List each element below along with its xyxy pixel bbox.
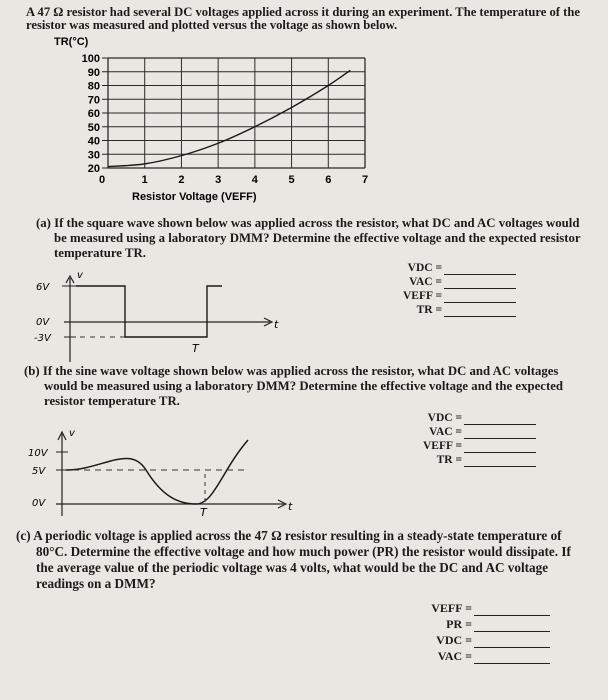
sine-label-period: T (200, 506, 207, 519)
part-a-question (36, 216, 581, 261)
intro-line-1: A 47 Ω resistor had several DC voltages applied across it during an experiment. The temperature of the (26, 5, 580, 19)
square-label-0v: 0V (36, 317, 50, 328)
part-b-vdc-blank[interactable] (464, 414, 536, 425)
part-a-tr-label: TR = (416, 304, 442, 316)
temperature-voltage-chart (40, 34, 400, 206)
sine-axis-v: v (69, 428, 75, 439)
part-a-veff-blank[interactable] (444, 292, 516, 303)
part-a-answers (394, 261, 516, 317)
square-label-6v: 6V (36, 282, 50, 293)
part-a-line-3: temperature TR. (54, 246, 146, 260)
part-a-vac-label: VAC = (409, 276, 442, 288)
square-label-time: t (274, 318, 279, 331)
part-c-vdc-label: VDC = (436, 633, 472, 647)
chart-x-tick-label: 0 (98, 174, 106, 186)
square-axis-v: v (77, 270, 83, 281)
part-b-answers (414, 411, 536, 467)
square-wave-graph (30, 266, 310, 366)
chart-y-tick-label: 30 (87, 149, 100, 162)
chart-x-tick-label: 1 (141, 174, 148, 186)
part-c-pr-blank[interactable] (474, 621, 550, 632)
chart-y-tick-label: 20 (87, 163, 100, 175)
chart-x-tick-label: 7 (361, 174, 369, 186)
part-c-pr-label: PR = (446, 617, 472, 631)
chart-x-tick-label: 5 (288, 174, 295, 186)
square-label-period: T (192, 342, 199, 355)
part-c-line-3: the average value of the periodic voltage was 4 volts, what would be the DC and AC voltage (36, 560, 549, 575)
part-b-question (24, 364, 563, 409)
chart-grid (108, 58, 365, 168)
chart-y-tick-label: 70 (87, 94, 100, 107)
part-b-vac-label: VAC = (429, 426, 462, 438)
part-c-question (16, 528, 571, 592)
part-b-veff-label: VEFF = (422, 440, 462, 452)
chart-y-tick-label: 60 (87, 108, 100, 120)
chart-y-tick-label: 40 (87, 135, 100, 148)
intro-line-2: resistor was measured and plotted versus the voltage as shown below. (26, 18, 398, 32)
sine-label-5v: 5V (32, 466, 46, 477)
part-c-vac-blank[interactable] (474, 653, 550, 664)
part-c-line-4: readings on a DMM? (36, 576, 156, 591)
part-c-veff-blank[interactable] (474, 605, 550, 616)
chart-y-label: TR(°C) (54, 36, 89, 48)
sine-wave-graph (22, 424, 312, 520)
part-a-vac-blank[interactable] (444, 278, 516, 289)
part-a-tr-blank[interactable] (444, 306, 516, 317)
sine-label-10v: 10V (28, 448, 48, 459)
chart-y-tick-label: 80 (87, 80, 100, 93)
part-a-vdc-blank[interactable] (444, 264, 516, 275)
part-b-veff-blank[interactable] (464, 442, 536, 453)
chart-x-tick-label: 6 (325, 174, 332, 186)
part-c-vdc-blank[interactable] (474, 637, 550, 648)
part-a-line-2: be measured using a laboratory DMM? Determine the effective voltage and the expected resistor (54, 231, 581, 245)
part-b-tr-blank[interactable] (464, 456, 536, 467)
chart-x-tick-label: 4 (251, 174, 258, 186)
part-c-line-2: 80°C. Determine the effective voltage and how much power (PR) the resistor would dissipate. If (36, 544, 571, 559)
chart-y-tick-label: 50 (87, 121, 100, 134)
chart-y-tick-label: 90 (87, 66, 100, 79)
part-b-vac-blank[interactable] (464, 428, 536, 439)
part-a-veff-label: VEFF = (402, 290, 442, 302)
chart-x-ticks (99, 174, 368, 186)
part-a-line-1: (a) If the square wave shown below was applied across the resistor, what DC and AC voltages would (36, 216, 580, 230)
chart-y-tick-label: 100 (81, 53, 100, 65)
sine-label-time: t (288, 500, 293, 513)
part-c-veff-label: VEFF = (431, 601, 472, 615)
part-c-answers (424, 600, 550, 664)
part-a-vdc-label: VDC = (407, 262, 442, 274)
part-b-tr-label: TR = (436, 454, 462, 466)
sine-label-0v: 0V (32, 498, 46, 509)
chart-y-ticks (82, 53, 108, 175)
square-label-neg3v: -3V (34, 333, 51, 344)
chart-x-tick-label: 3 (215, 174, 222, 186)
chart-x-tick-label: 2 (178, 174, 185, 186)
chart-x-label: Resistor Voltage (VEFF) (132, 191, 257, 203)
part-b-vdc-label: VDC = (427, 412, 462, 424)
part-b-line-3: resistor temperature TR. (44, 394, 180, 408)
part-c-vac-label: VAC = (437, 649, 472, 663)
part-b-line-1: (b) If the sine wave voltage shown below was applied across the resistor, what DC and AC voltages (24, 364, 559, 378)
part-c-line-1: (c) A periodic voltage is applied across the 47 Ω resistor resulting in a steady-state temperature of (16, 528, 562, 543)
part-b-line-2: would be measured using a laboratory DMM? Determine the effective voltage and the expected (44, 379, 564, 393)
